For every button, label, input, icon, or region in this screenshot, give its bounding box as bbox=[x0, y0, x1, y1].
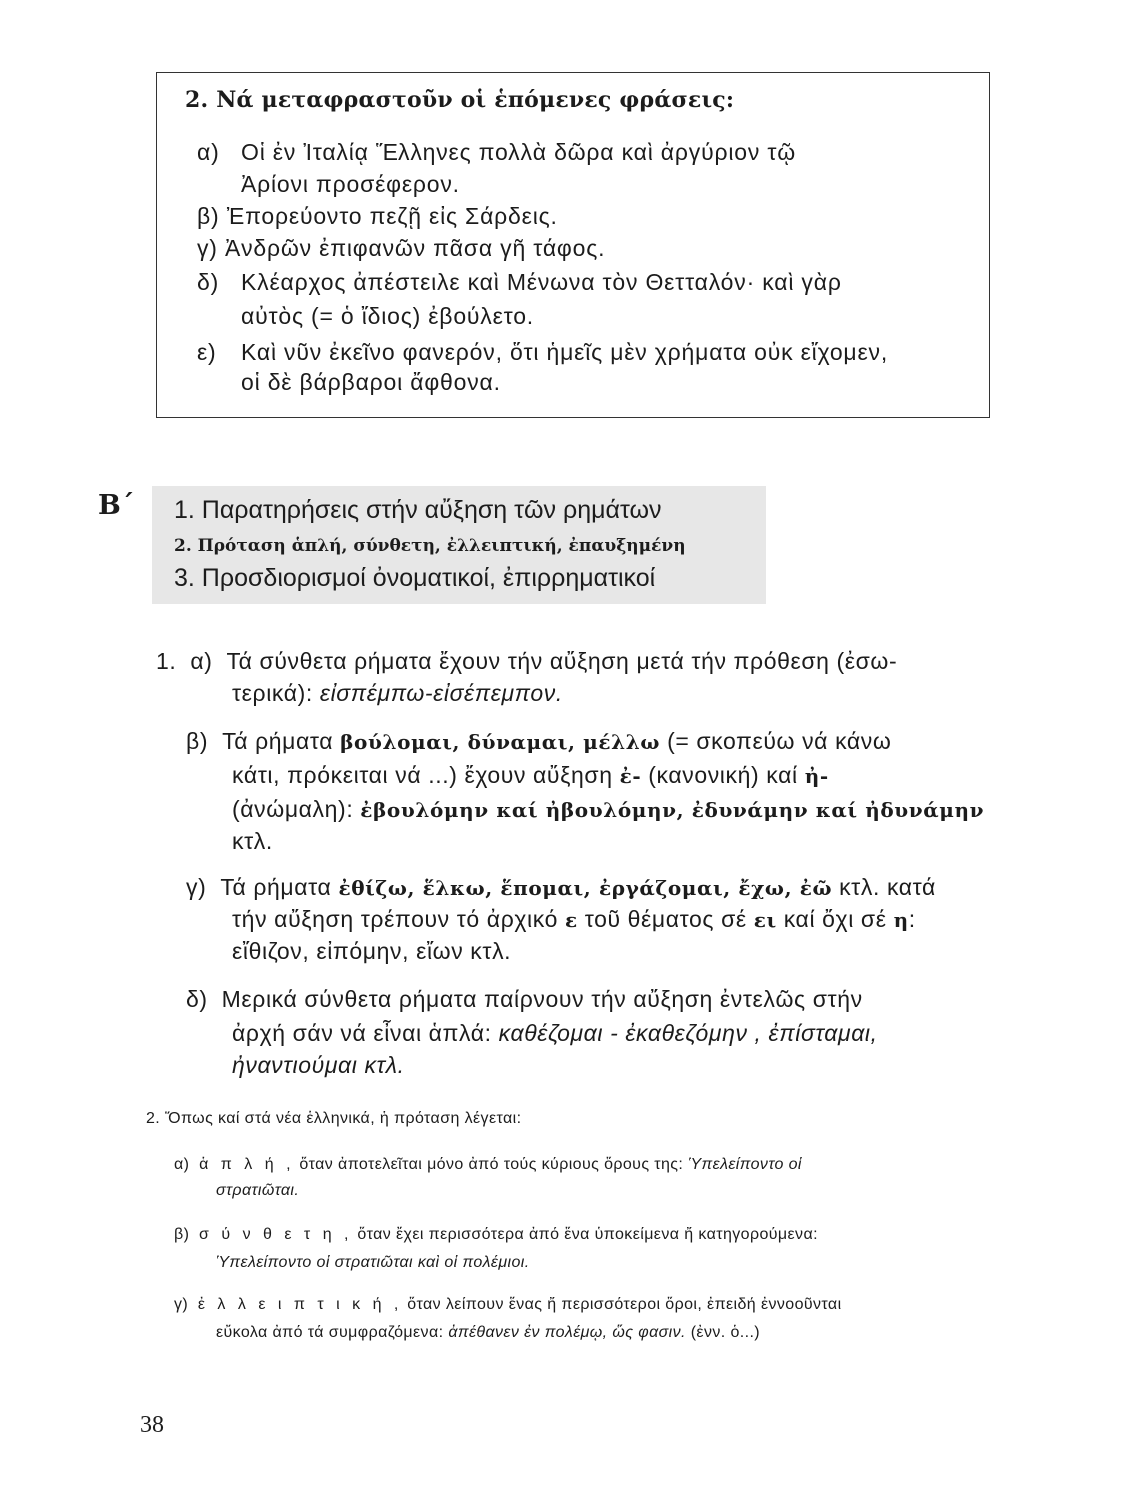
note-text: ὅταν ἔχει περισσότερα ἀπό ἕνα ὑποκείμενα ἤ κατηγορούμενα: bbox=[352, 1226, 818, 1243]
note-2-a bbox=[174, 1156, 802, 1174]
note-example: καθέζομαι - ἐκαθεζόμην , ἐπίσταμαι, bbox=[498, 1020, 878, 1046]
note-text: (ἀνώμαλη): bbox=[232, 796, 361, 822]
note-text: τερικά): bbox=[232, 680, 320, 706]
item-text: Καὶ νῦν ἐκεῖνο φανερόν, ὅτι ἡμεῖς μὲν χρήματα οὐκ εἴχομεν, bbox=[241, 339, 889, 365]
note-1-b-line2 bbox=[232, 762, 829, 789]
note-bold: η bbox=[893, 908, 909, 932]
note-term: σ ύ ν θ ε τ η , bbox=[199, 1226, 353, 1243]
note-marker: γ) bbox=[186, 874, 207, 900]
note-marker: δ) bbox=[186, 986, 208, 1012]
note-bold-verbs: ἐθίζω, ἕλκω, ἕπομαι, ἐργάζομαι, ἔχω, ἐῶ bbox=[338, 876, 833, 900]
note-text: ὅταν ἀποτελεῖται μόνο ἀπό τούς κύριους ὅρους της: bbox=[294, 1156, 689, 1173]
note-1-a-cont bbox=[232, 680, 563, 707]
note-2-c bbox=[174, 1296, 842, 1314]
exercise-item-b bbox=[197, 203, 558, 230]
note-term: ἁ π λ ή , bbox=[199, 1156, 295, 1173]
exercise-item-e-cont: οἱ δὲ βάρβαροι ἄφθονα. bbox=[241, 369, 501, 395]
note-bold-verbs: βούλομαι, δύναμαι, μέλλω bbox=[340, 730, 661, 754]
note-text: τοῦ θέματος σέ bbox=[577, 906, 754, 932]
note-1-b-line4: κτλ. bbox=[232, 828, 273, 854]
note-text: ἀρχή σάν νά εἶναι ἁπλά: bbox=[232, 1020, 499, 1046]
note-1-d-line2 bbox=[232, 1020, 878, 1047]
note-text: Τά σύνθετα ρήματα ἔχουν τήν αὔξηση μετά τήν πρόθεση (ἐσω- bbox=[226, 648, 898, 674]
note-bold: ε bbox=[564, 908, 578, 932]
item-marker: γ) bbox=[197, 235, 218, 261]
section-topics-band bbox=[152, 486, 766, 604]
note-1-d-line3: ἠναντιούμαι κτλ. bbox=[232, 1052, 405, 1078]
exercise-item-c bbox=[197, 235, 605, 262]
note-text: Τά ρήματα bbox=[220, 874, 339, 900]
note-text: Μερικά σύνθετα ρήματα παίρνουν τήν αὔξηση ἐντελῶς στήν bbox=[221, 986, 863, 1012]
section-topic: 3. Προσδιορισμοί ὀνοματικοί, ἐπιρρηματικοί bbox=[174, 564, 656, 592]
exercise-title: 2. Νά μεταφραστοῦν οἱ ἑπόμενες φράσεις: bbox=[185, 87, 735, 113]
note-bold: ει bbox=[753, 908, 777, 932]
note-example: ἀπέθανεν ἐν πολέμῳ, ὥς φασιν. bbox=[448, 1324, 686, 1341]
note-text: ὅταν λείπουν ἕνας ἤ περισσότεροι ὅροι, ἐπειδή ἐννοοῦνται bbox=[402, 1296, 842, 1313]
note-text: (κανονική) καί bbox=[641, 762, 805, 788]
exercise-item-a-cont: Ἀρίονι προσέφερον. bbox=[241, 171, 460, 197]
note-text: κάτι, πρόκειται νά ...) ἔχουν αὔξηση bbox=[232, 762, 620, 788]
note-example: Ὑπελείποντο οἱ bbox=[688, 1156, 802, 1173]
item-text: Ἐπορεύοντο πεζῇ εἰς Σάρδεις. bbox=[226, 203, 558, 229]
note-1-d bbox=[186, 986, 863, 1013]
item-text: Κλέαρχος ἀπέστειλε καὶ Μένωνα τὸν Θετταλόν· καὶ γὰρ bbox=[241, 269, 842, 295]
note-marker: β) bbox=[174, 1226, 190, 1243]
item-marker: ε) bbox=[197, 339, 217, 365]
note-marker: β) bbox=[186, 728, 209, 754]
item-marker: β) bbox=[197, 203, 220, 229]
note-bold-examples: ἐβουλόμην καί ἠβουλόμην, ἐδυνάμην καί ἠδυνάμην bbox=[360, 798, 985, 822]
exercise-item-a bbox=[197, 139, 796, 166]
note-1-b-line3 bbox=[232, 796, 984, 823]
section-topic: 2. Πρόταση ἁπλή, σύνθετη, ἐλλειπτική, ἐπαυξημένη bbox=[174, 536, 686, 556]
note-2-intro: 2. Ὅπως καί στά νέα ἑλληνικά, ἡ πρόταση λέγεται: bbox=[146, 1110, 522, 1127]
note-bold: ἠ- bbox=[804, 764, 829, 788]
note-bold: ἐ- bbox=[619, 764, 642, 788]
note-marker: γ) bbox=[174, 1296, 189, 1313]
note-text: Τά ρήματα bbox=[222, 728, 341, 754]
note-2-b-cont: Ὑπελείποντο οἱ στρατιῶται καὶ οἱ πολέμιοι. bbox=[216, 1254, 530, 1271]
note-term: ἐ λ λ ε ι π τ ι κ ή , bbox=[197, 1296, 403, 1313]
note-marker: α) bbox=[190, 648, 213, 674]
note-text: τήν αὔξηση τρέπουν τό ἀρχικό bbox=[232, 906, 565, 932]
note-number: 1. bbox=[156, 648, 177, 674]
note-text: κτλ. κατά bbox=[832, 874, 936, 900]
section-letter: Β΄ bbox=[98, 490, 135, 521]
note-1-c-line3: εἴθιζον, εἰπόμην, εἴων κτλ. bbox=[232, 938, 512, 964]
note-2-a-cont: στρατιῶται. bbox=[216, 1182, 300, 1199]
note-1-c-line2 bbox=[232, 906, 916, 933]
note-text: (ἐνν. ὁ...) bbox=[685, 1324, 761, 1341]
exercise-item-d-cont: αὐτὸς (= ὁ ἴδιος) ἐβούλετο. bbox=[241, 303, 534, 329]
exercise-item-e bbox=[197, 339, 888, 366]
item-text: Οἱ ἐν Ἰταλίᾳ Ἕλληνες πολλὰ δῶρα καὶ ἀργύριον τῷ bbox=[241, 139, 796, 165]
item-marker: α) bbox=[197, 139, 220, 165]
page-number: 38 bbox=[140, 1412, 164, 1438]
note-1-b bbox=[186, 728, 891, 755]
note-1-c bbox=[186, 874, 936, 901]
note-example: εἰσπέμπω-εἰσέπεμπον. bbox=[319, 680, 563, 706]
item-marker: δ) bbox=[197, 269, 220, 295]
note-text: καί ὄχι σέ bbox=[776, 906, 894, 932]
exercise-box bbox=[156, 72, 990, 418]
note-text: (= σκοπεύω νά κάνω bbox=[660, 728, 892, 754]
exercise-item-d bbox=[197, 269, 842, 296]
note-text: : bbox=[908, 906, 916, 932]
note-1-a bbox=[156, 648, 897, 675]
note-text: εὔκολα ἀπό τά συμφραζόμενα: bbox=[216, 1324, 449, 1341]
item-text: Ἀνδρῶν ἐπιφανῶν πᾶσα γῆ τάφος. bbox=[224, 235, 606, 261]
section-topic: 1. Παρατηρήσεις στήν αὔξηση τῶν ρημάτων bbox=[174, 496, 662, 524]
note-marker: α) bbox=[174, 1156, 190, 1173]
note-2-c-cont bbox=[216, 1324, 760, 1342]
note-2-b bbox=[174, 1226, 818, 1244]
